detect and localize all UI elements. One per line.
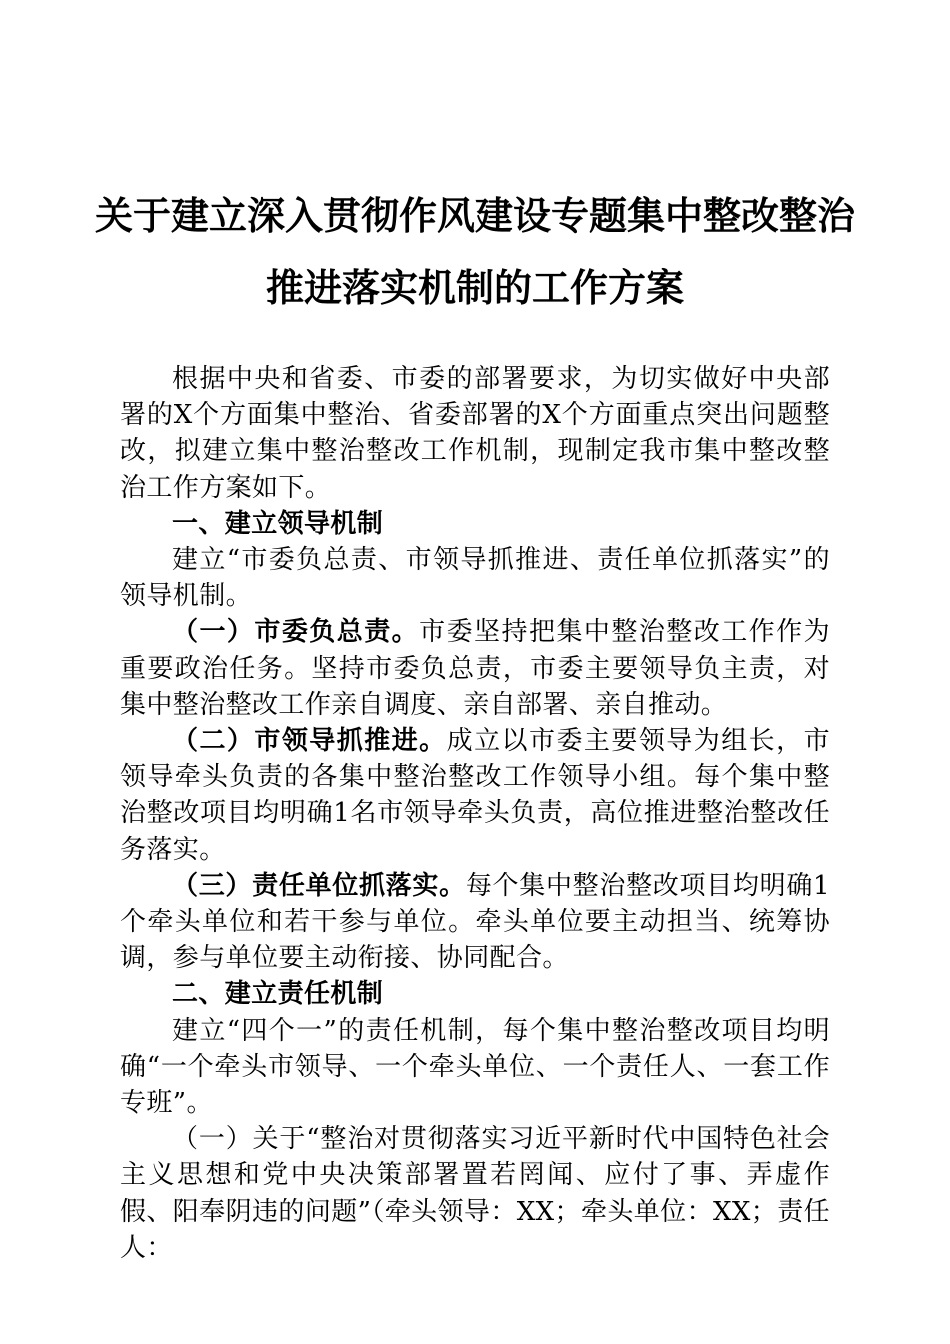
section-1-heading: 一、建立领导机制 [172, 508, 384, 539]
document-title-line-2: 推进落实机制的工作方案 [265, 265, 684, 310]
item-text: 成立以市委主要领导为组长，市领导牵头负责的各集中整治整改工作领导小组。每个集中整治整改项目均明确1名市领导牵头负责，高位推进整治整改任务落实。 [120, 726, 830, 865]
intro-paragraph: 根据中央和省委、市委的部署要求，为切实做好中央部署的X个方面集中整治、省委部署的X个方面重点突出问题整改，拟建立集中整治整改工作机制，现制定我市集中整改整治工作方案如下。 [120, 364, 830, 503]
section-1-item-2 [120, 723, 830, 868]
section-2-paragraph: 建立“四个一”的责任机制，每个集中整治整改项目均明确“一个牵头市领导、一个牵头单位、一个责任人、一套工作专班”。 [120, 1015, 830, 1119]
document-title-line-1: 关于建立深入贯彻作风建设专题集中整改整治 [94, 193, 855, 238]
document-body [120, 361, 830, 1266]
item-text: 市委坚持把集中整治整改工作作为重要政治任务。坚持市委负总责，市委主要领导负主责，对集中整治整改工作亲自调度、亲自部署、亲自推动。 [120, 617, 830, 720]
section-2-heading: 二、建立责任机制 [172, 979, 384, 1010]
item-lead: （三）责任单位抓落实。 [172, 870, 466, 901]
item-text: 每个集中整治整改项目均明确1个牵头单位和若干参与单位。牵头单位要主动担当、统筹协调，参与单位要主动衔接、协同配合。 [120, 870, 830, 974]
section-1-item-3 [120, 868, 830, 977]
section-1-item-1 [120, 614, 830, 723]
item-lead: （二）市领导抓推进。 [172, 726, 447, 757]
section-1-paragraph: 建立“市委负总责、市领导抓推进、责任单位抓落实”的领导机制。 [120, 545, 830, 612]
section-2-item-1: （一）关于“整治对贯彻落实习近平新时代中国特色社会主义思想和党中央决策部署置若罔闻、应付了事、弄虚作假、阳奉阴违的问题”（牵头领导：XX；牵头单位：XX；责任人： [120, 1124, 830, 1263]
item-lead: （一）市委负总责。 [172, 617, 420, 648]
